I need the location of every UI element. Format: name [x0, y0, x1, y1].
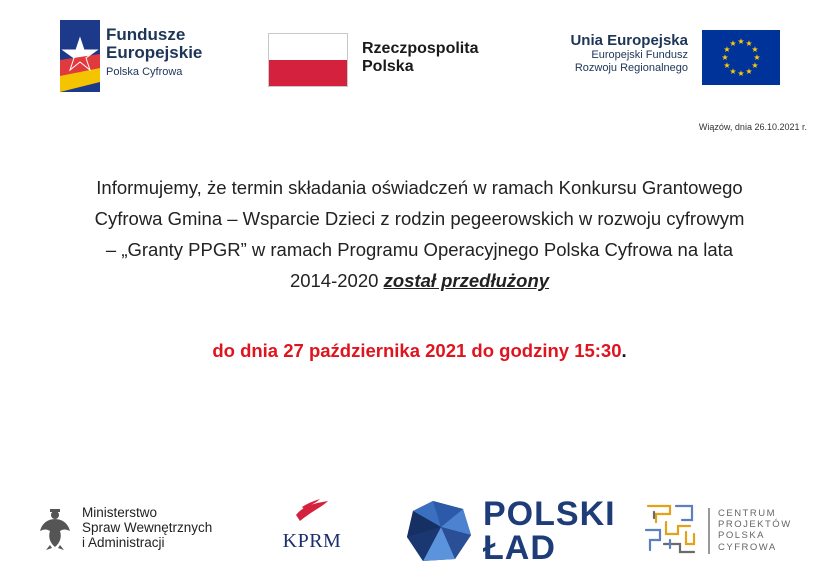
rp-line-2: Polska [362, 57, 414, 75]
eagle-emblem-icon [38, 507, 72, 551]
cppc-line-1: CENTRUM [718, 508, 776, 519]
mswia-line-1: Ministerstwo [82, 505, 158, 520]
rzeczpospolita-polska-logo [268, 30, 508, 90]
svg-text:★: ★ [745, 39, 753, 48]
eu-flag-icon [702, 30, 780, 85]
polish-flag-icon [268, 33, 348, 87]
document-date: Wiązów, dnia 26.10.2021 r. [698, 122, 807, 132]
deadline-value: do dnia 27 października 2021 do godziny 15:30 [212, 340, 622, 361]
cppc-divider [708, 508, 710, 554]
svg-text:★: ★ [737, 69, 745, 78]
fundusze-star-icon [60, 20, 100, 92]
announcement-line-4-prefix: 2014-2020 [289, 270, 384, 291]
fundusze-europejskie-logo [60, 20, 230, 92]
fundusze-title-1: Fundusze [106, 25, 186, 44]
announcement-text [30, 172, 809, 296]
ue-title: Unia Europejska [570, 32, 688, 49]
svg-text:★: ★ [745, 67, 753, 76]
mswia-line-2: Spraw Wewnętrznych [82, 520, 213, 536]
svg-text:★: ★ [721, 53, 729, 62]
cppc-line-2: PROJEKTÓW [718, 519, 792, 531]
polski-lad-polygon-icon [403, 497, 475, 565]
announcement-line-1: Informujemy, że termin składania oświadczeń w ramach Konkursu Grantowego [96, 177, 743, 198]
polski-lad-line-2: ŁAD [483, 529, 556, 567]
announcement-line-3: – „Granty PPGR” w ramach Programu Operacyjnego Polska Cyfrowa na lata [105, 239, 734, 260]
cppc-line-3: POLSKA [718, 530, 766, 542]
announcement-line-2: Cyfrowa Gmina – Wsparcie Dzieci z rodzin pegeerowskich w rozwoju cyfrowym [94, 208, 745, 229]
cppc-maze-icon [640, 500, 700, 558]
ue-sub-1: Europejski Fundusz [591, 49, 688, 62]
cppc-line-4: CYFROWA [718, 541, 777, 553]
kprm-text: KPRM [282, 530, 342, 552]
polski-lad-logo [403, 495, 616, 567]
kprm-flag-icon [292, 499, 332, 523]
mswia-logo [38, 505, 228, 553]
ue-sub-2: Rozwoju Regionalnego [574, 61, 688, 74]
fundusze-title-2: Europejskie [106, 42, 203, 62]
mswia-line-3: i Administracji [82, 535, 165, 551]
svg-text:★: ★ [751, 45, 759, 54]
fundusze-subtitle: Polska Cyfrowa [106, 65, 183, 78]
polski-lad-line-1: POLSKI [483, 495, 616, 533]
unia-europejska-logo [548, 30, 788, 90]
svg-text:★: ★ [753, 53, 761, 62]
svg-text:★: ★ [729, 39, 737, 48]
svg-text:★: ★ [723, 45, 731, 54]
announcement-line-4 [30, 265, 809, 296]
deadline-period: . [621, 340, 627, 361]
rp-line-1: Rzeczpospolita [362, 40, 479, 57]
cppc-logo [640, 500, 810, 558]
extended-emphasis: został przedłużony [383, 270, 550, 291]
kprm-logo [272, 497, 352, 553]
svg-text:★: ★ [729, 67, 737, 76]
svg-text:★: ★ [751, 61, 759, 70]
deadline-text [30, 340, 809, 362]
svg-text:★: ★ [723, 61, 731, 70]
svg-text:★: ★ [737, 37, 745, 46]
